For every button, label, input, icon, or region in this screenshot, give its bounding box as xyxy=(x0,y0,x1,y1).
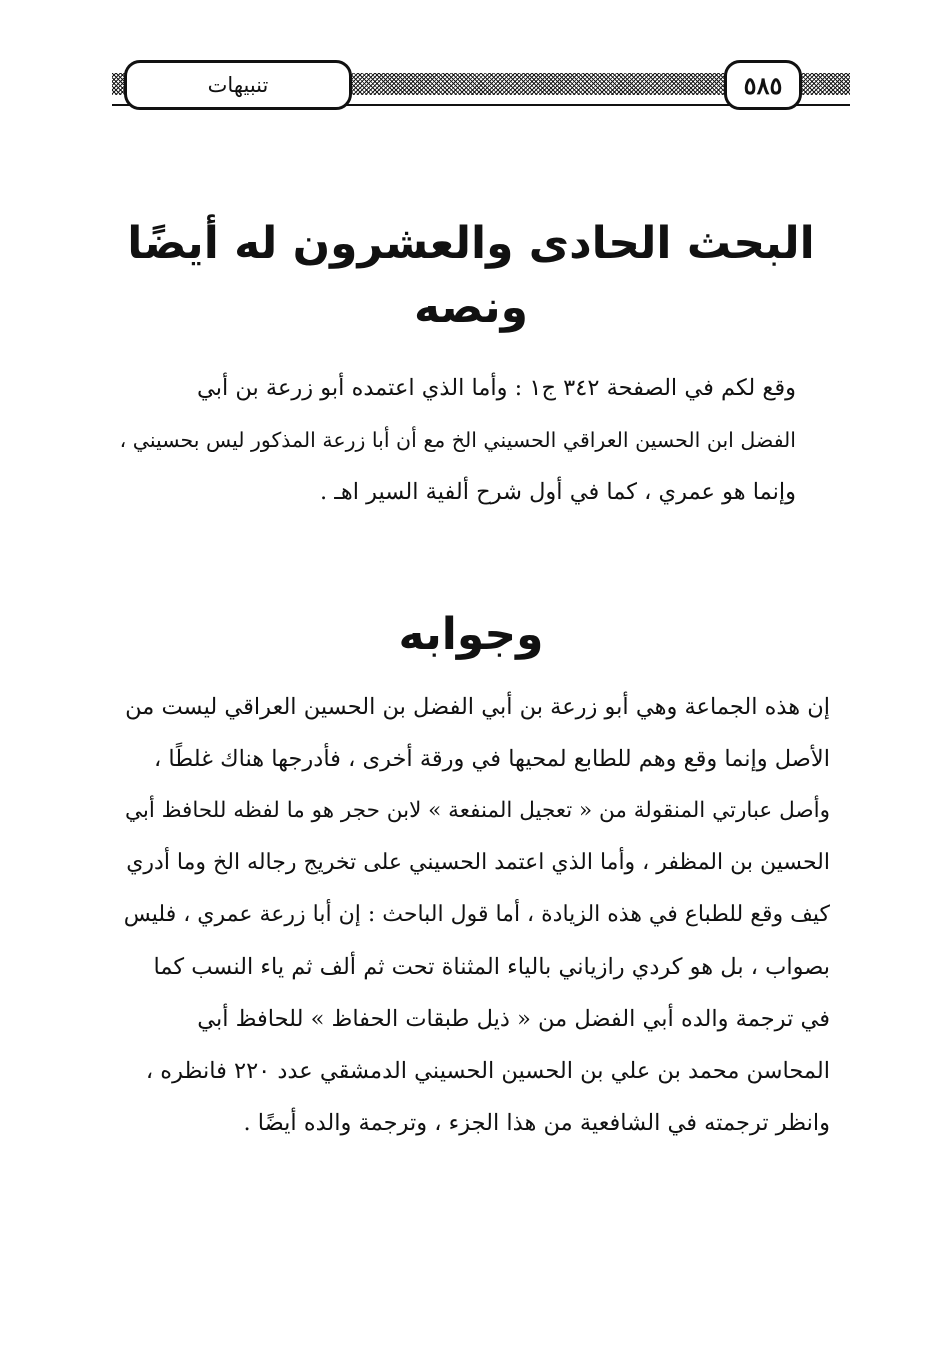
question-paragraph xyxy=(112,362,830,518)
text-line: وقع لكم في الصفحة ٣٤٢ ج١ : وأما الذي اعتمده أبو زرعة بن أبي xyxy=(196,375,796,401)
text-line: في ترجمة والده أبي الفضل من « ذيل طبقات الحفاظ » للحافظ أبي xyxy=(197,1006,830,1032)
section-heading: البحث الحادى والعشرون له أيضًا ونصه xyxy=(127,218,815,333)
page-number: ٥٨٥ xyxy=(724,60,802,110)
text-line: كيف وقع للطباع في هذه الزيادة ، أما قول الباحث : إن أبا زرعة عمري ، فليس xyxy=(123,902,830,927)
text-line: الأصل وإنما وقع وهم للطابع لمحيها في ورقة أخرى ، فأدرجها هناك غلطًا ، xyxy=(154,746,830,772)
running-title: تنبيهات xyxy=(124,60,352,110)
answer-paragraph xyxy=(112,681,830,1149)
running-header xyxy=(112,58,850,114)
text-line: إن هذه الجماعة وهي أبو زرعة بن أبي الفضل بن الحسين العراقي ليست من xyxy=(125,694,830,720)
text-line: وأصل عبارتي المنقولة من « تعجيل المنفعة » لابن حجر هو ما لفظه للحافظ أبي xyxy=(124,798,830,823)
text-line: الفضل ابن الحسين العراقي الحسيني الخ مع أن أبا زرعة المذكور ليس بحسيني ، xyxy=(119,428,796,452)
text-line: الحسين بن المظفر ، وأما الذي اعتمد الحسيني على تخريج رجاله الخ وما أدري xyxy=(126,850,830,875)
answer-heading: وجوابه xyxy=(398,609,544,660)
text-line: بصواب ، بل هو كردي رازياني بالياء المثناة تحت ثم ألف ثم ياء النسب كما xyxy=(153,954,830,980)
text-line: وانظر ترجمته في الشافعية من هذا الجزء ، وترجمة والده أيضًا . xyxy=(243,1110,830,1136)
text-line: المحاسن محمد بن علي بن الحسين الحسيني الدمشقي عدد ٢٢٠ فانظره ، xyxy=(145,1058,830,1084)
text-line: وإنما هو عمري ، كما في أول شرح ألفية السير اهـ . xyxy=(319,479,796,505)
